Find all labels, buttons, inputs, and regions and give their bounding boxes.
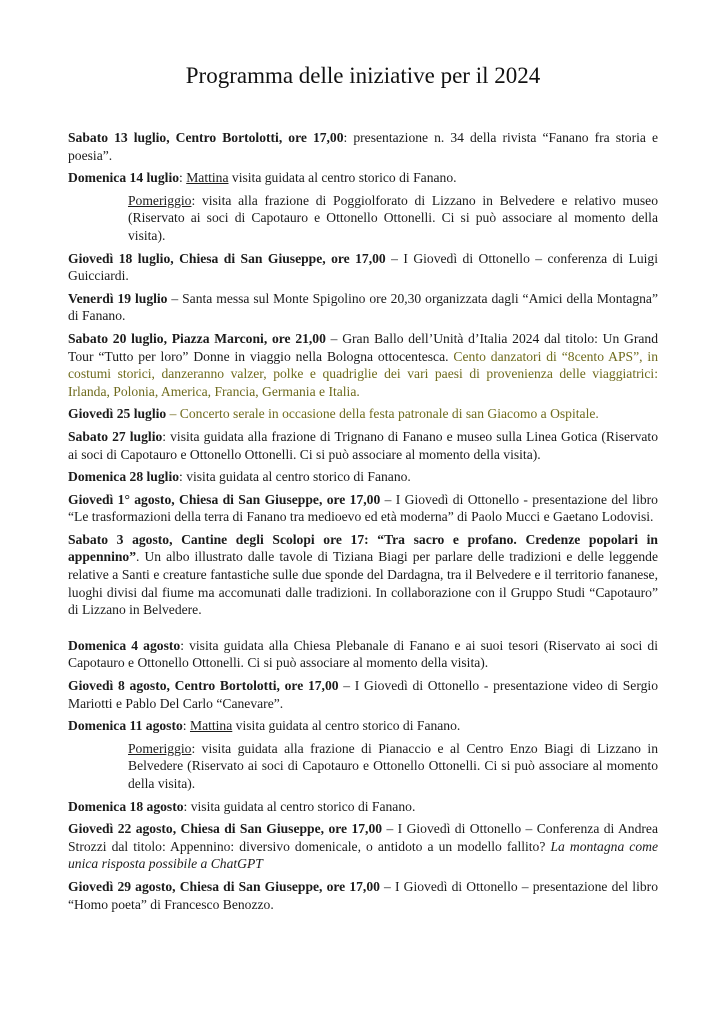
event-text-segment: : visita guidata alla frazione di Pianaccio e al Centro Enzo Biagi di Lizzano in Belvedere (Riservato ai soci di Capotauro e Ottonello Ottonelli. Ci si può associare al momento della visita).	[128, 740, 658, 791]
event-text-segment: : presentazione n. 34 della rivista “Fanano fra storia e poesia”.	[68, 130, 658, 163]
event-date-segment: Domenica 14 luglio	[68, 170, 180, 186]
time-of-day-label: Pomeriggio	[128, 740, 192, 756]
event-date-segment: Giovedì 25 luglio	[68, 406, 167, 422]
event-paragraph	[68, 428, 658, 463]
event-date-segment: Sabato 13 luglio, Centro Bortolotti, ore 17,00	[68, 130, 344, 145]
event-paragraph	[68, 878, 658, 913]
event-highlight-segment: – Concerto serale in occasione della festa patronale di san Giacomo a Ospitale.	[166, 406, 599, 422]
event-text-segment: : visita guidata al centro storico di Fanano.	[183, 798, 416, 814]
event-text-segment: – I Giovedì di Ottonello – Conferenza di Andrea Strozzi dal titolo: Appennino: diversivo domenicale, o antidoto a un modello fallito?	[68, 821, 658, 854]
event-date-segment: Giovedì 8 agosto, Centro Bortolotti, ore 17,00	[68, 678, 339, 694]
event-text-segment: – Gran Ballo dell’Unità d’Italia 2024 dal titolo: Un Grand Tour “Tutto per loro” Donne in viaggio nella Bologna ottocentesca.	[68, 330, 658, 364]
page-title: Programma delle iniziative per il 2024	[185, 63, 541, 88]
event-text-segment: visita guidata al centro storico di Fanano.	[228, 170, 457, 186]
events-list	[68, 129, 658, 913]
event-italic-segment: La montagna come unica risposta possibile a ChatGPT	[68, 838, 658, 872]
event-date-segment: Giovedì 1° agosto, Chiesa di San Giuseppe, ore 17,00	[68, 491, 381, 507]
event-date-segment: Giovedì 22 agosto, Chiesa di San Giuseppe, ore 17,00	[68, 821, 383, 837]
event-text-segment: – I Giovedì di Ottonello – conferenza di Luigi Guicciardi.	[68, 250, 659, 284]
event-date-segment: Domenica 4 agosto	[68, 637, 181, 653]
event-date-segment: Domenica 28 luglio	[68, 469, 180, 485]
event-paragraph	[68, 531, 658, 619]
event-paragraph-indented	[128, 192, 658, 245]
event-paragraph	[68, 491, 658, 526]
event-text-segment: : visita alla frazione di Poggiolforato di Lizzano in Belvedere e relativo museo (Riservato ai soci di Capotauro e Ottonello Ottonelli. Ci si può associare al momento della visita).	[128, 192, 658, 243]
event-text-segment: – Santa messa sul Monte Spigolino ore 20,30 organizzata dagli “Amici della Montagna” di Fanano.	[68, 290, 658, 324]
event-text-segment: :	[182, 718, 190, 734]
event-date-segment: Giovedì 29 agosto, Chiesa di San Giuseppe, ore 17,00	[68, 878, 380, 894]
event-text-segment: . Un albo illustrato dalle tavole di Tiziana Biagi per parlare delle tradizioni e delle leggende relative a Santi e creature fantastiche sulle due sponde del Dardagna, tra il Belvedere e il territorio fananese, luoghi divisi dal fiume ma accomunati dalle tradizioni. In collaborazione con il Gruppo Studi “Capotauro” di Lizzano in Belvedere.	[68, 549, 658, 618]
event-paragraph-indented	[128, 740, 658, 793]
time-of-day-label: Mattina	[189, 718, 233, 734]
event-text-segment: – I Giovedì di Ottonello - presentazione video di Sergio Mariotti e Pablo Del Carlo “Canevare”.	[68, 678, 658, 711]
event-paragraph	[68, 250, 658, 285]
event-text-segment: :	[179, 170, 187, 186]
event-date-segment: Domenica 18 agosto	[68, 798, 184, 814]
event-text-segment: : visita guidata alla Chiesa Plebanale di Fanano e ai suoi tesori (Riservato ai soci di Capotauro e Ottonello Ottonelli. Ci si può associare al momento della visita).	[68, 637, 658, 671]
event-paragraph	[68, 330, 658, 400]
event-paragraph	[68, 798, 658, 816]
event-date-segment: Giovedì 18 luglio, Chiesa di San Giuseppe, ore 17,00	[68, 250, 386, 266]
time-of-day-label: Pomeriggio	[128, 192, 192, 208]
event-paragraph	[68, 637, 658, 672]
event-paragraph	[68, 820, 658, 873]
event-paragraph	[68, 717, 658, 735]
event-date-segment: Sabato 20 luglio, Piazza Marconi, ore 21,00	[68, 330, 326, 346]
event-paragraph	[68, 169, 658, 187]
time-of-day-label: Mattina	[186, 170, 229, 186]
event-paragraph	[68, 129, 658, 164]
event-paragraph	[68, 405, 658, 423]
event-text-segment: : visita guidata alla frazione di Trignano di Fanano e museo sulla Linea Gotica (Riservato ai soci di Capotauro e Ottonello Ottonelli. Ci si può associare al momento della visita).	[68, 428, 658, 462]
event-text-segment: – I Giovedì di Ottonello – presentazione del libro “Homo poeta” di Francesco Benozzo.	[68, 878, 658, 912]
paragraph-spacer	[68, 624, 658, 637]
event-text-segment: : visita guidata al centro storico di Fanano.	[179, 469, 411, 485]
event-paragraph	[68, 677, 658, 712]
event-paragraph	[68, 290, 658, 325]
event-date-segment: Sabato 3 agosto, Cantine degli Scolopi ore 17: “Tra sacro e profano. Credenze popolari in appennino”	[68, 531, 658, 565]
event-highlight-segment: Cento danzatori di “8cento APS”, in costumi storici, danzeranno valzer, polke e quadriglie dei vari paesi di provenienza delle viaggiatrici: Irlanda, Polonia, America, Francia, Germania e Italia.	[68, 348, 658, 399]
event-date-segment: Venerdì 19 luglio	[68, 290, 168, 306]
event-date-segment: Domenica 11 agosto	[68, 718, 183, 734]
event-paragraph	[68, 468, 658, 486]
event-date-segment: Sabato 27 luglio	[68, 428, 163, 444]
event-text-segment: – I Giovedì di Ottonello - presentazione del libro “Le trasformazioni della terra di Fanano tra medioevo ed età moderna” di Paolo Mucci e Gaetano Lodovisi.	[68, 491, 658, 525]
event-text-segment: visita guidata al centro storico di Fanano.	[232, 718, 461, 734]
